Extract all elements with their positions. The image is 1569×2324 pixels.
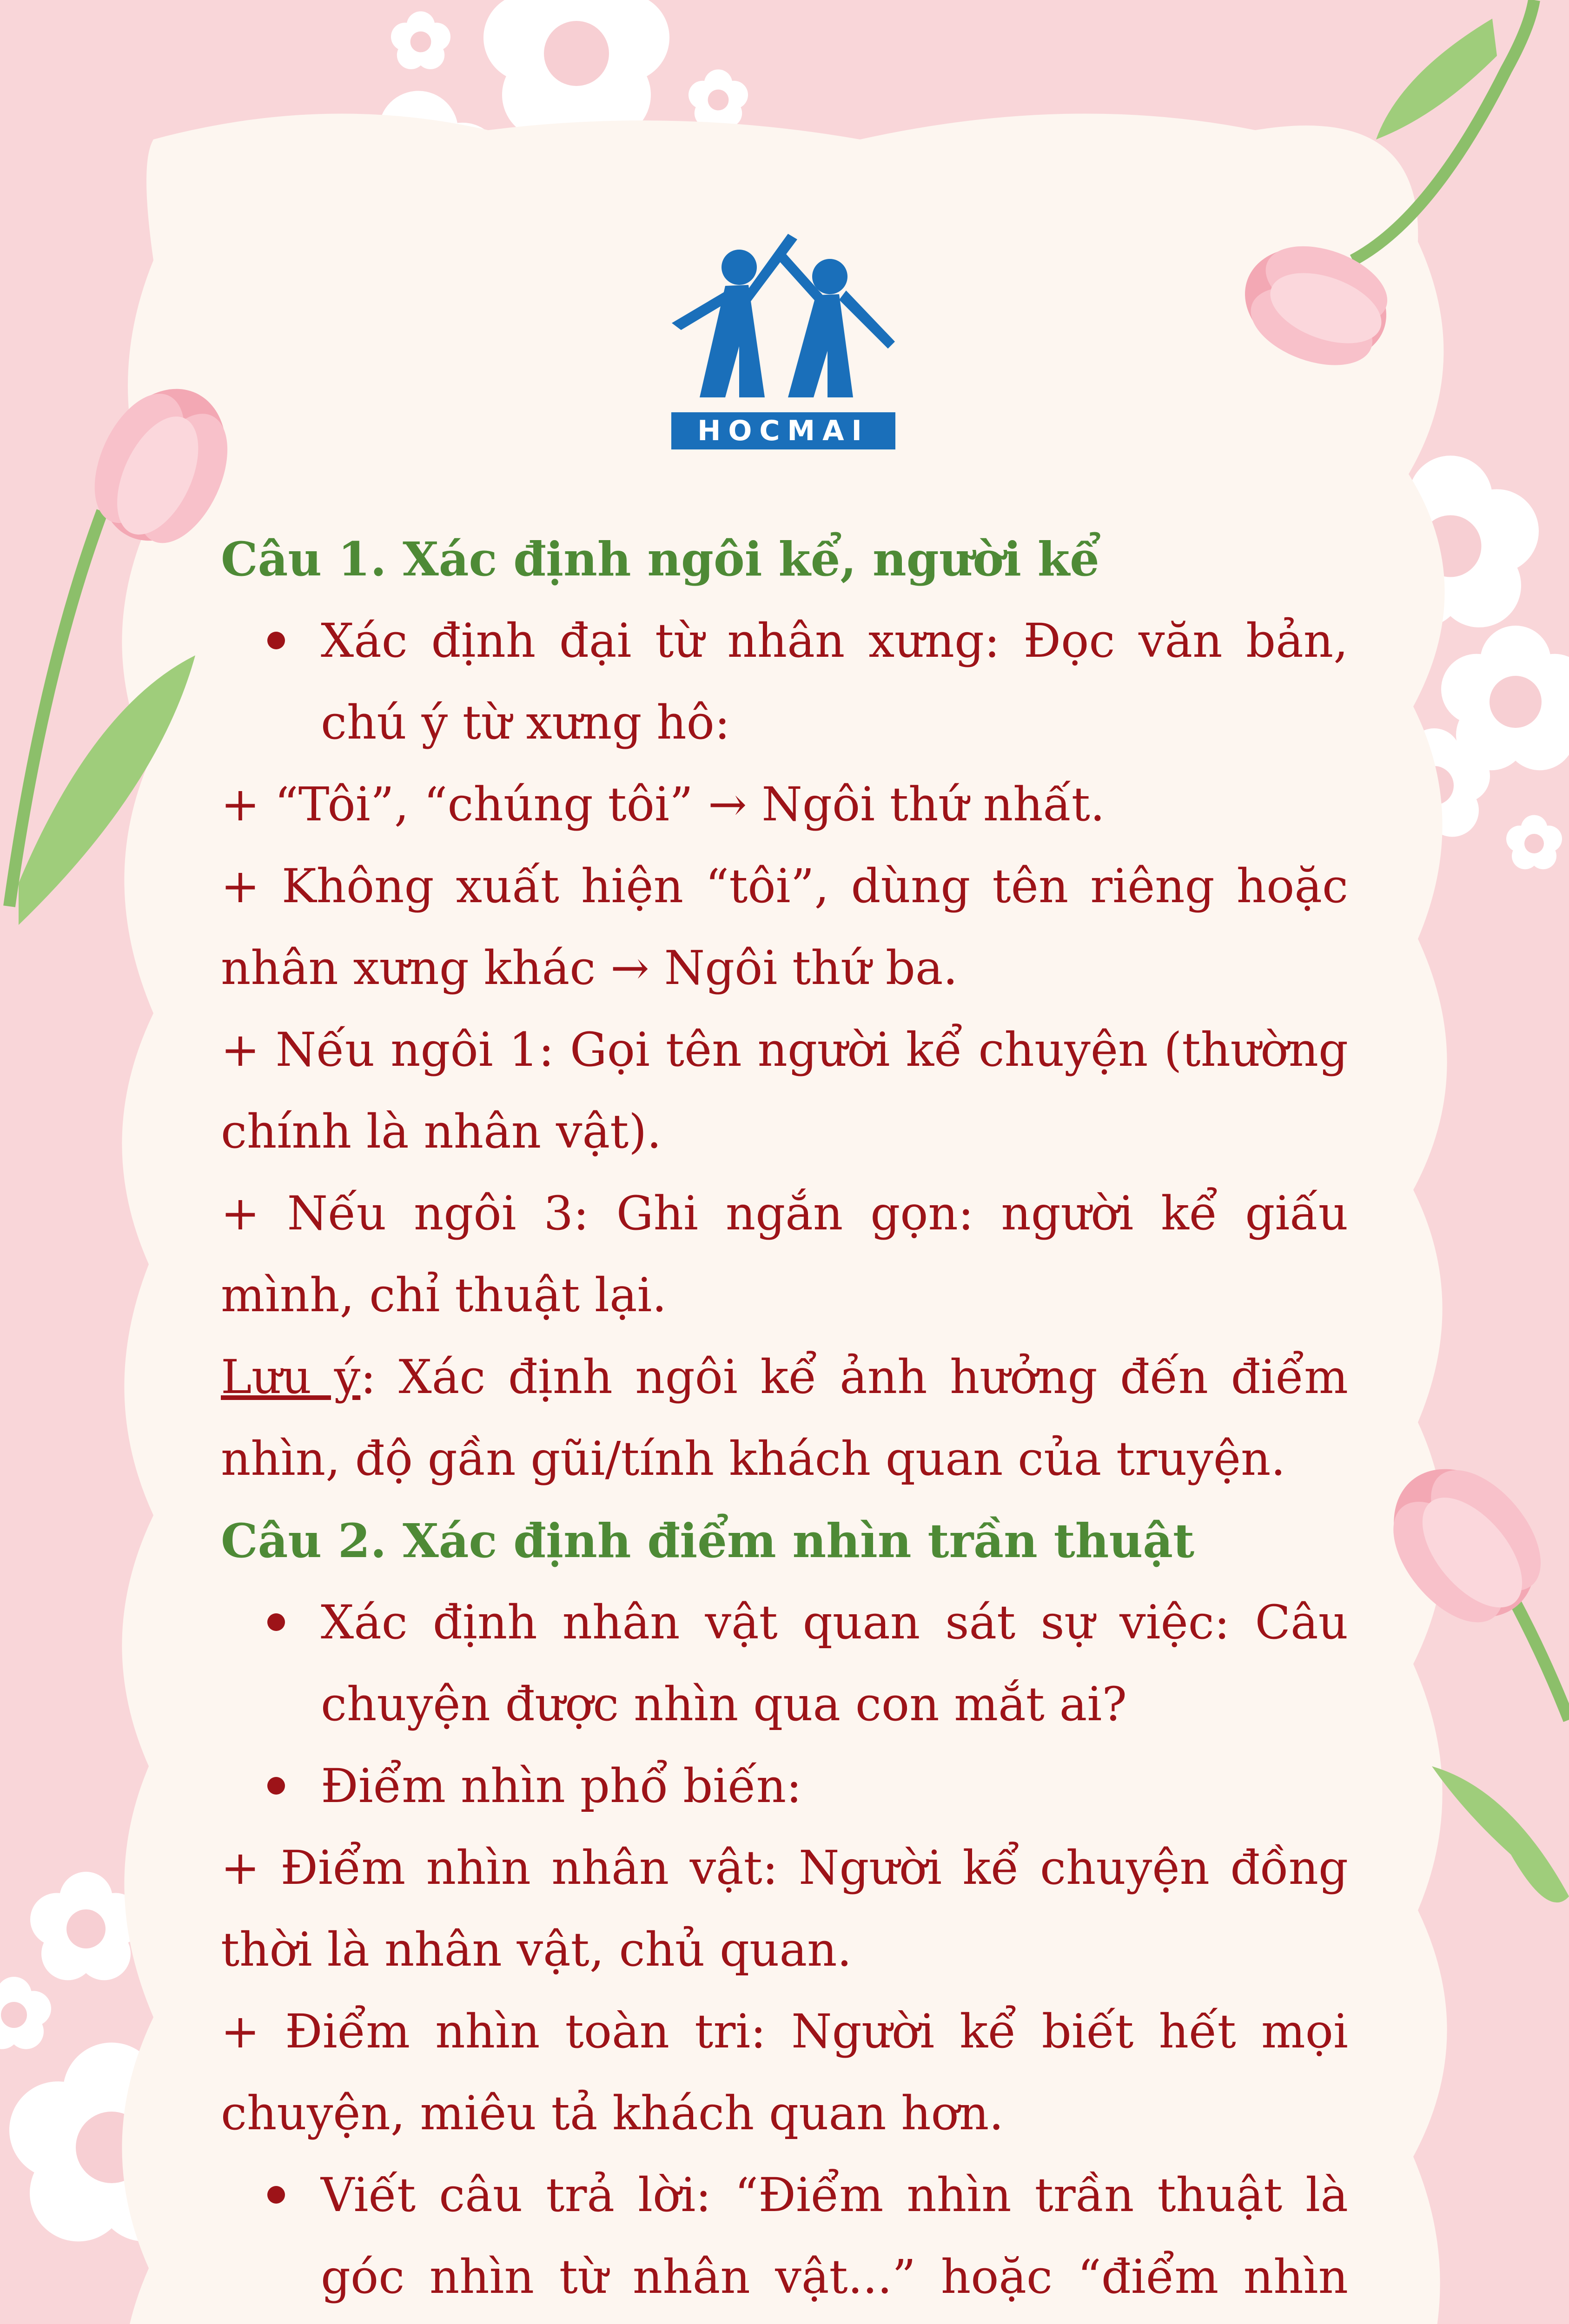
- section-2-bullet-2: Điểm nhìn phổ biến:: [221, 1745, 1348, 1827]
- logo-wordmark: HOCMAI: [671, 412, 895, 449]
- lesson-content: [221, 518, 1348, 2324]
- section-2-line-2: + Điểm nhìn toàn tri: Người kể biết hết mọi chuyện, miêu tả khách quan hơn.: [221, 2004, 1348, 2140]
- section-2-line-1: + Điểm nhìn nhân vật: Người kể chuyện đồng thời là nhân vật, chủ quan.: [221, 1841, 1348, 1977]
- section-2-bullet-1: Xác định nhân vật quan sát sự việc: Câu chuyện được nhìn qua con mắt ai?: [221, 1582, 1348, 1745]
- two-people-raising-arms-icon: [669, 230, 897, 411]
- section-1-line-2: + Không xuất hiện “tôi”, dùng tên riêng hoặc nhân xưng khác → Ngôi thứ ba.: [221, 859, 1348, 995]
- section-2-bullet-3: Viết câu trả lời: “Điểm nhìn trần thuật là góc nhìn từ nhân vật...” hoặc “điểm nhìn: [221, 2154, 1348, 2324]
- section-1-line-1: + “Tôi”, “chúng tôi” → Ngôi thứ nhất.: [221, 777, 1105, 832]
- section-2-heading: Câu 2. Xác định điểm nhìn trần thuật: [221, 1513, 1195, 1568]
- section-1-line-4: + Nếu ngôi 3: Ghi ngắn gọn: người kể giấu mình, chỉ thuật lại.: [221, 1186, 1348, 1322]
- section-1-line-3: + Nếu ngôi 1: Gọi tên người kể chuyện (thường chính là nhân vật).: [221, 1023, 1348, 1159]
- note-text: : Xác định ngôi kể ảnh hưởng đến điểm nhìn, độ gần gũi/tính khách quan của truyện.: [221, 1350, 1348, 1486]
- note-label: Lưu ý: [221, 1350, 361, 1404]
- section-1-bullet-1: Xác định đại từ nhân xưng: Đọc văn bản, chú ý từ xưng hô:: [221, 600, 1348, 764]
- section-1-note: [221, 1336, 1348, 1500]
- section-1-heading: Câu 1. Xác định ngôi kể, người kể: [221, 532, 1099, 587]
- hocmai-logo: [669, 230, 897, 458]
